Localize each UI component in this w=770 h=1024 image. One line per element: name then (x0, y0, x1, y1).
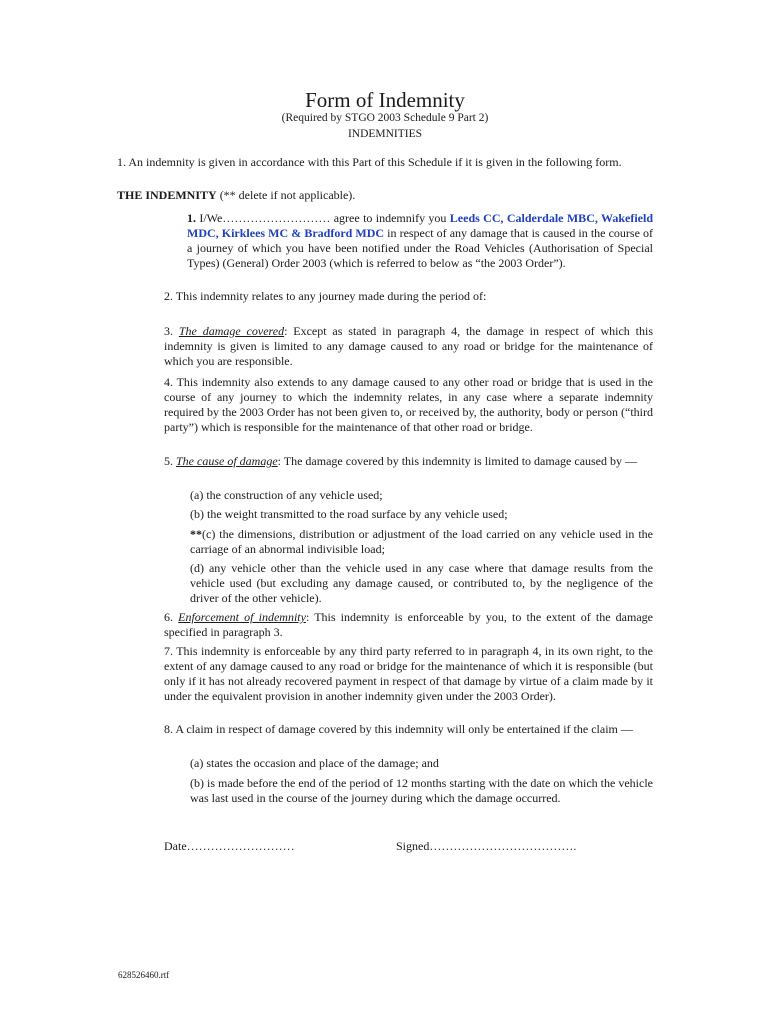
signed-line: Signed………………………………. (396, 839, 577, 853)
paragraph-8: 8. A claim in respect of damage covered by this indemnity will only be entertained if the claim — (164, 722, 633, 736)
paragraph-1-rest: in respect of any damage that is caused in the course of a journey of which you have been notified under the Road Vehicles (Authorisation of Special Types) (General) Order 2003 (which is referred to below as “the 2003 Order”). (187, 226, 653, 270)
paragraph-4: 4. This indemnity also extends to any damage caused to any other road or bridge that is used in the course of any journey to which the indemnity relates, in any case where a separate indemnity required by the 2003 Order has not been given to, or received by, the authority, body or person (“third party”) which is responsible for the maintenance of that other road or bridge. (164, 375, 653, 434)
paragraph-5a: (a) the construction of any vehicle used; (190, 488, 383, 502)
indemnity-heading-note: (** delete if not applicable). (216, 188, 356, 202)
paragraph-5d: (d) any vehicle other than the vehicle used in any case where that damage results from the vehicle used (but excluding any damage caused, or contributed to, by the negligence of the driver of the other vehicle). (190, 561, 653, 605)
paragraph-5c-text: (c) the dimensions, distribution or adjustment of the load carried on any vehicle used in the carriage of an abnormal indivisible load; (190, 527, 653, 556)
paragraph-3 (164, 324, 653, 369)
paragraph-5-label: The cause of damage (176, 454, 278, 468)
paragraph-1 (187, 211, 653, 271)
paragraph-3-label: The damage covered (178, 324, 285, 338)
document-title: Form of Indemnity (305, 88, 465, 112)
paragraph-5 (164, 454, 653, 469)
paragraph-5-text: : The damage covered by this indemnity is limited to damage caused by — (277, 454, 638, 468)
paragraph-1-lead: I/We……………………… agree to indemnify you (196, 211, 450, 225)
councils-list: Leeds CC, Calderdale MBC, Wakefield MDC, Kirklees MC & Bradford MDC (187, 211, 653, 240)
paragraph-6-label: Enforcement of indemnity (178, 610, 306, 624)
paragraph-8a: (a) states the occasion and place of the damage; and (190, 756, 439, 770)
paragraph-5c-mark: ** (190, 527, 202, 541)
paragraph-1-number: 1. (187, 211, 196, 225)
paragraph-6-text: : This indemnity is enforceable by you, to the extent of the damage specified in paragraph 3. (164, 610, 653, 639)
paragraph-7: 7. This indemnity is enforceable by any third party referred to in paragraph 4, in its own right, to the extent of any damage caused to any road or bridge for the maintenance of which it is responsible (but only if it has not already recovered payment in respect of that damage by virtue of a claim made by it under the equivalent provision in another indemnity given under the 2003 Order). (164, 644, 653, 703)
paragraph-2: 2. This indemnity relates to any journey made during the period of: (164, 289, 487, 303)
date-line: Date……………………… (164, 839, 295, 853)
file-name-footer: 628526460.rtf (118, 970, 170, 980)
paragraph-5-number: 5. (164, 454, 176, 468)
indemnity-heading-bold: THE INDEMNITY (117, 188, 217, 202)
paragraph-5c (190, 527, 653, 557)
intro-paragraph: 1. An indemnity is given in accordance with this Part of this Schedule if it is given in the following form. (117, 155, 622, 169)
paragraph-8b: (b) is made before the end of the period of 12 months starting with the date on which the vehicle was last used in the course of the journey during which the damage occurred. (190, 776, 653, 805)
paragraph-3-number: 3. (164, 324, 179, 338)
paragraph-3-text: : Except as stated in paragraph 4, the damage in respect of which this indemnity is given is limited to any damage caused to any road or bridge for the maintenance of which you are responsible. (164, 324, 653, 368)
paragraph-6 (164, 610, 653, 640)
document-subtitle: (Required by STGO 2003 Schedule 9 Part 2) (281, 112, 489, 124)
paragraph-6-number: 6. (164, 610, 179, 624)
paragraph-5b: (b) the weight transmitted to the road surface by any vehicle used; (190, 507, 508, 521)
indemnity-heading (117, 188, 653, 203)
section-heading: INDEMNITIES (347, 128, 423, 140)
